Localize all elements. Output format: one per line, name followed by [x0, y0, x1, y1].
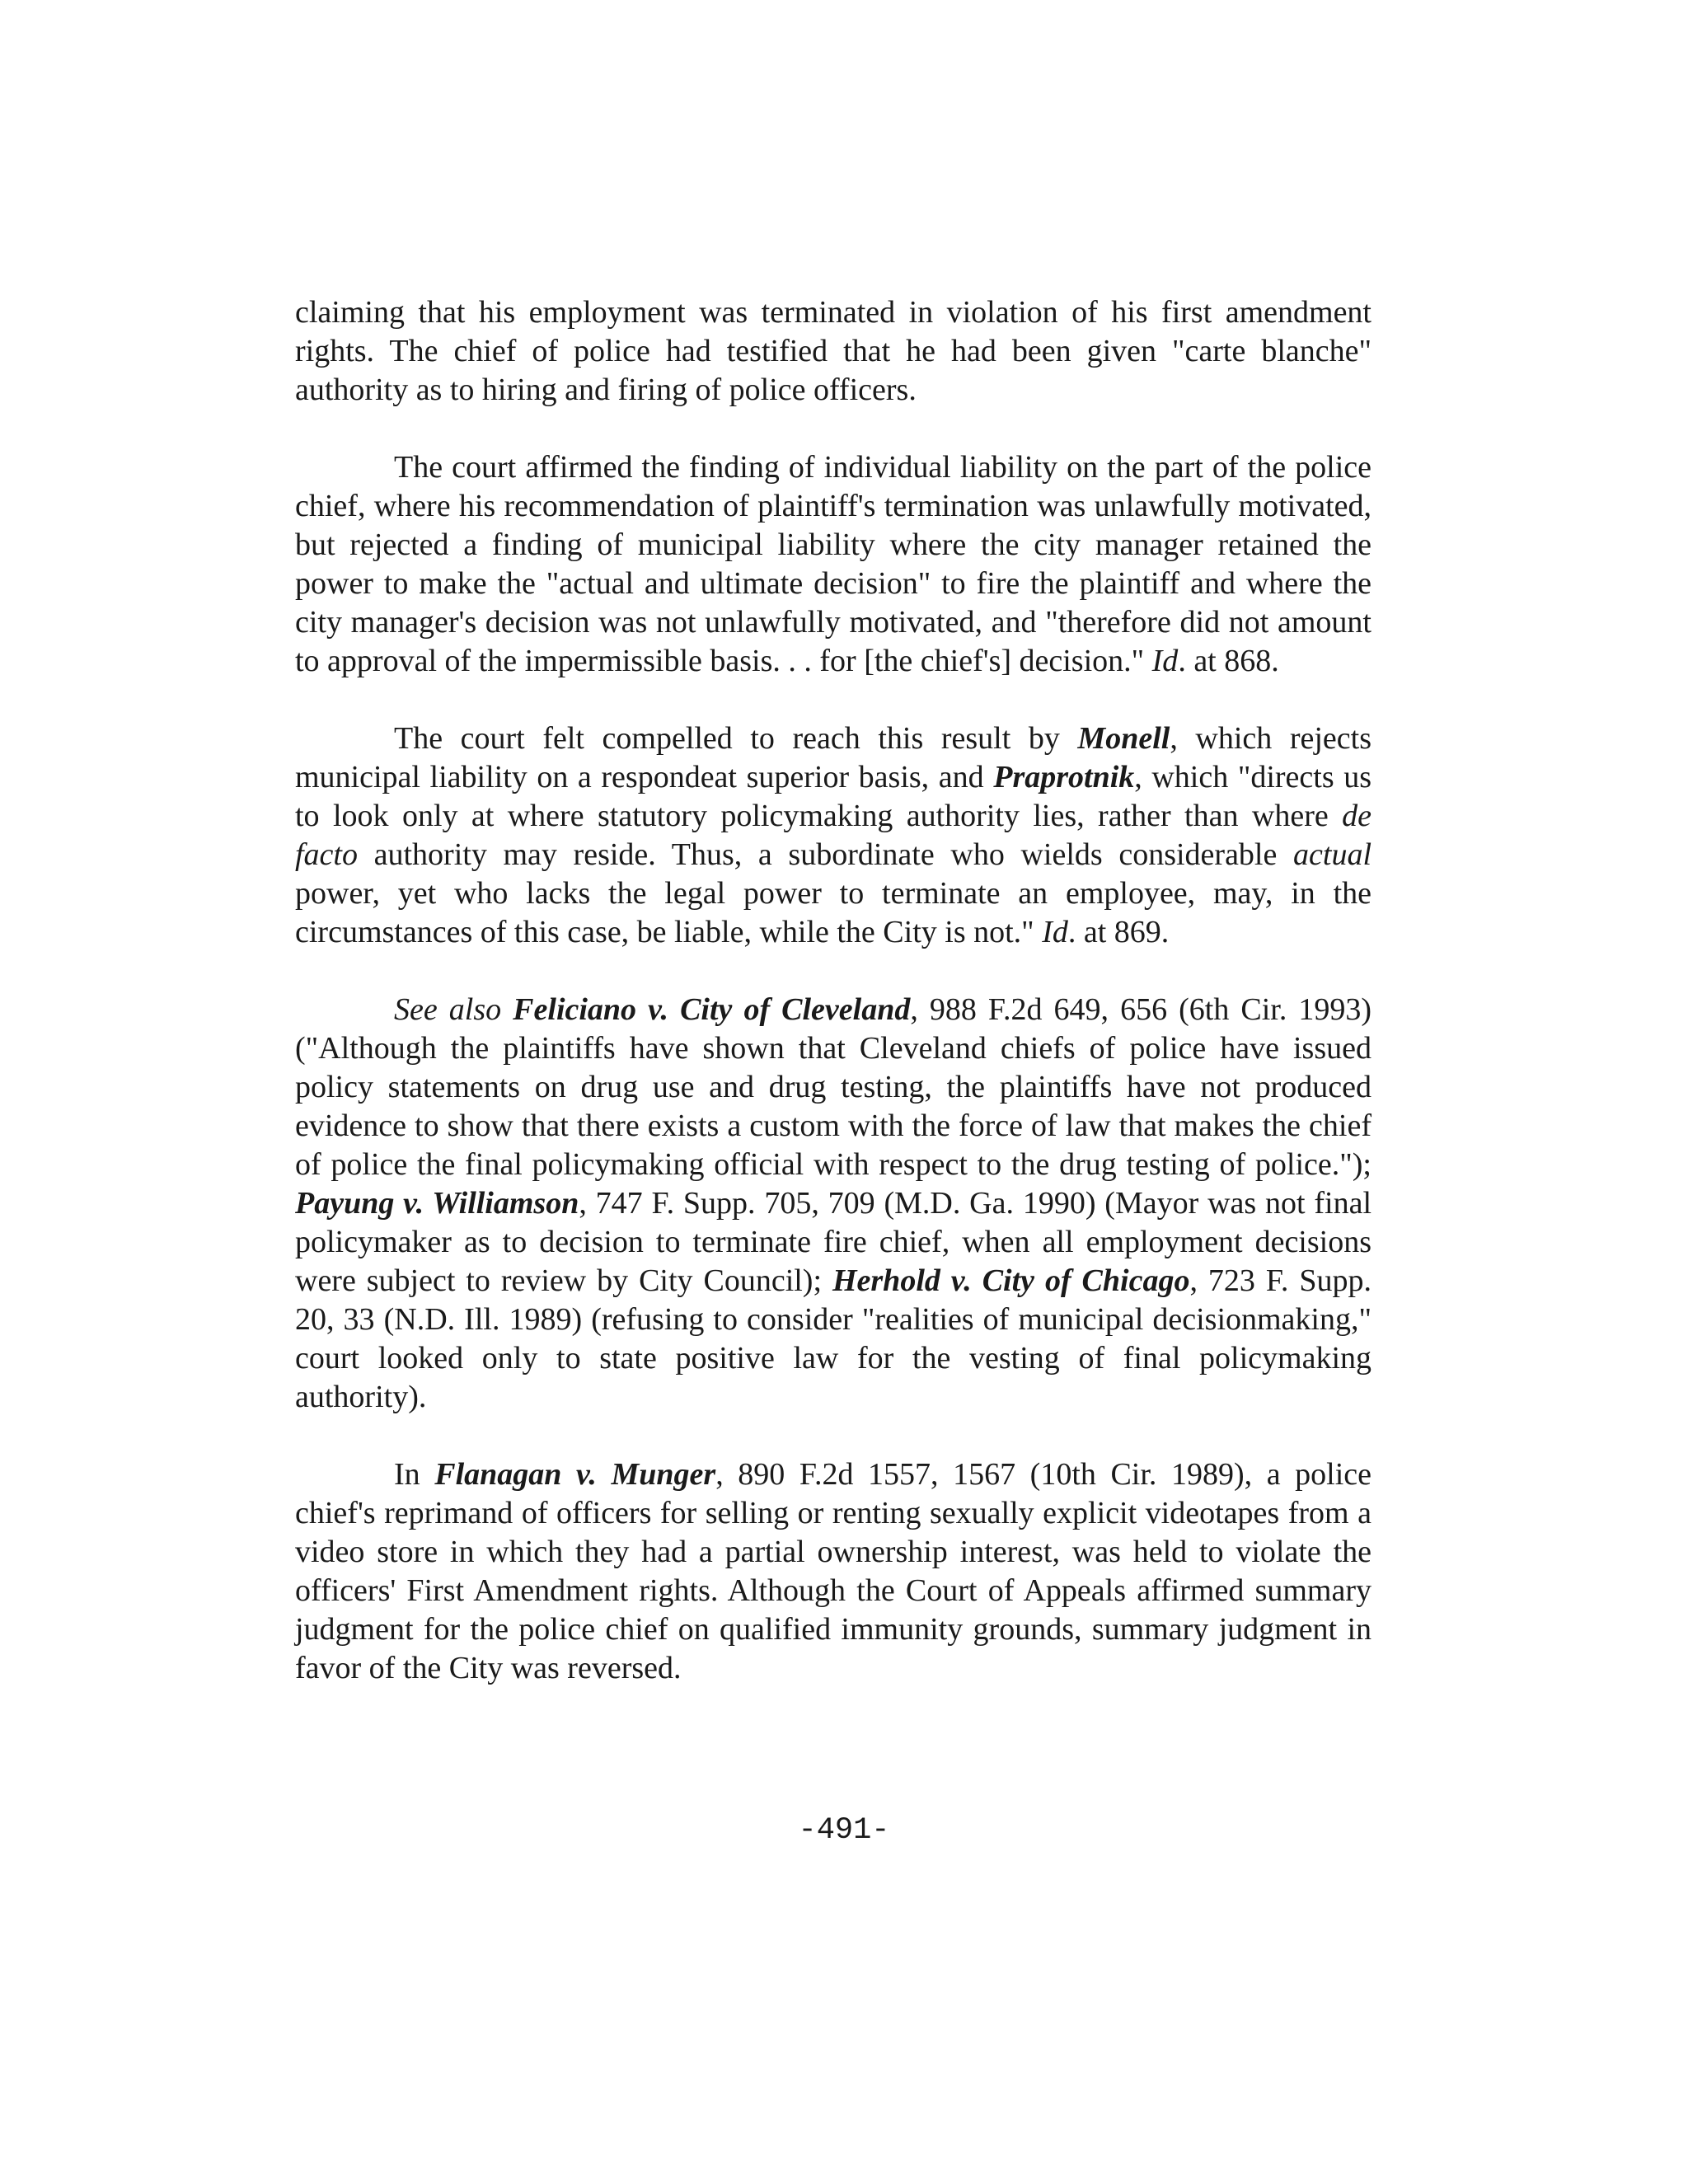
paragraph-5 — [295, 1455, 1372, 1688]
text-run: power, yet who lacks the legal power to terminate an employee, may, in the circumstances of this case, be liable, while the City is not." — [295, 876, 1372, 949]
text-run: , which "directs us to look only at where statutory policymaking authority lies, rather than where — [295, 760, 1372, 833]
text-run: . at 869. — [1067, 915, 1170, 949]
case-name-flanagan: Flanagan v. Munger — [434, 1457, 716, 1492]
emphasis-de-facto: de facto — [295, 799, 1372, 872]
text-run: , which rejects municipal liability on a respondeat superior basis, and — [295, 721, 1372, 794]
text-run: , 890 F.2d 1557, 1567 (10th Cir. 1989), a police chief's reprimand of officers for selling or renting sexually explicit videotapes from a video store in which they had a partial ownership interest, was held to violate the officers' First Amendment rights. Although the Court of Appeals affirmed summary judgment for the police chief on qualified immunity grounds, summary judgment in favor of the City was reversed. — [295, 1457, 1372, 1685]
text-run: authority may reside. Thus, a subordinate who wields considerable — [357, 837, 1294, 872]
text-run — [501, 992, 513, 1027]
citation-id: Id — [1151, 644, 1179, 678]
paragraph-2 — [295, 448, 1372, 681]
text-run: In — [394, 1457, 435, 1492]
paragraph-3 — [295, 719, 1372, 952]
emphasis-actual: actual — [1293, 837, 1372, 872]
text-run: , 747 F. Supp. 705, 709 (M.D. Ga. 1990) (Mayor was not final policymaker as to decision to terminate fire chief, when all employment decisions were subject to review by City Council); — [295, 1186, 1372, 1298]
case-name-payung: Payung v. Williamson — [295, 1186, 579, 1221]
case-name-feliciano: Feliciano v. City of Cleveland — [513, 992, 911, 1027]
signal-see-also: See also — [394, 992, 502, 1027]
case-name-herhold: Herhold v. City of Chicago — [832, 1263, 1190, 1298]
text-run: claiming that his employment was terminated in violation of his first amendment rights. The chief of police had testified that he had been given "carte blanche" authority as to hiring and firing of police officers. — [295, 295, 1372, 407]
case-name-monell: Monell — [1077, 721, 1170, 756]
text-run: The court affirmed the finding of individual liability on the part of the police chief, where his recommendation of plaintiff's termination was unlawfully motivated, but rejected a finding of municipal liability where the city manager retained the power to make the "actual and ultimate decision" to fire the plaintiff and where the city manager's decision was not unlawfully motivated, and "therefore did not amount to approval of the impermissible basis. . . for [the chief's] decision." — [295, 450, 1372, 678]
text-run: , 988 F.2d 649, 656 (6th Cir. 1993) ("Although the plaintiffs have shown that Cleveland chiefs of police have issued policy statements on drug use and drug testing, the plaintiffs have not produced evidence to show that there exists a custom with the force of law that makes the chief of police the final policymaking official with respect to the drug testing of police."); — [295, 992, 1372, 1182]
case-name-praprotnik: Praprotnik — [993, 760, 1135, 794]
text-run: . at 868. — [1178, 644, 1279, 678]
citation-id: Id — [1042, 915, 1068, 949]
document-body — [295, 293, 1372, 1727]
page-number: -491- — [798, 1813, 890, 1848]
text-run: The court felt compelled to reach this result by — [394, 721, 1078, 756]
paragraph-4 — [295, 991, 1372, 1417]
paragraph-1 — [295, 293, 1372, 410]
text-run: , 723 F. Supp. 20, 33 (N.D. Ill. 1989) (refusing to consider "realities of municipal decisionmaking," court looked only to state positive law for the vesting of final policymaking authority). — [295, 1263, 1372, 1414]
